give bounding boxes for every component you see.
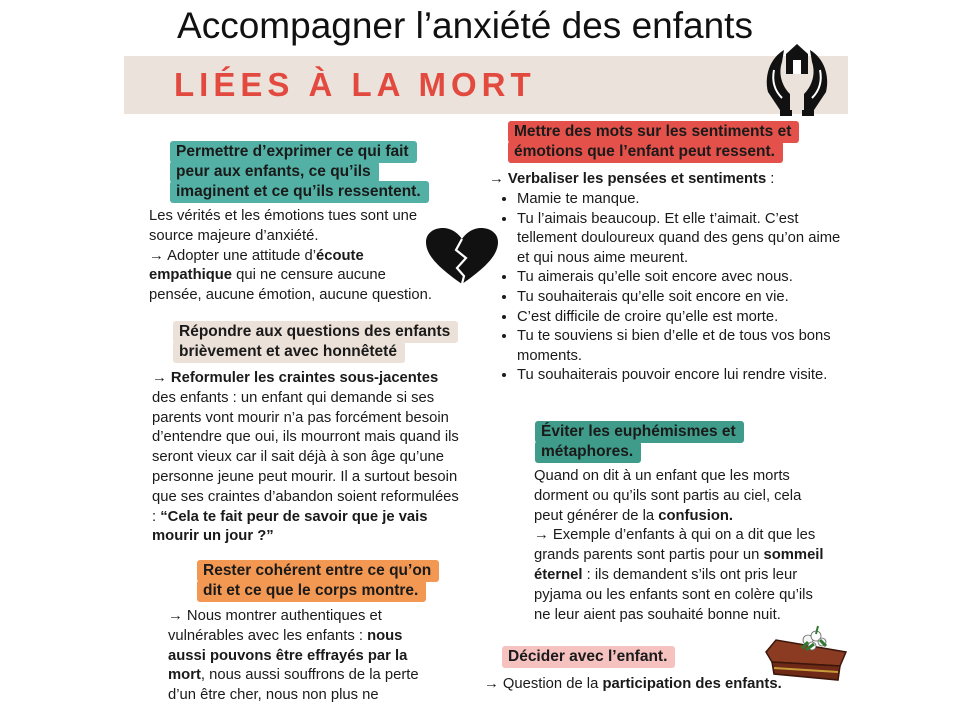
- heading-euphemisms-line1: Éviter les euphémismes et: [535, 421, 744, 443]
- text-line: des enfants : un enfant qui demande si ses: [152, 389, 435, 406]
- text-line: seront vieux car il sait déjà à son âge qu’une: [152, 449, 445, 466]
- text-bold: empathique: [149, 267, 233, 284]
- text-line: pensée, aucune émotion, aucune question.: [149, 287, 432, 304]
- text-line: dorment ou qu’ils sont partis au ciel, cela: [534, 487, 802, 504]
- list-item: • Tu souhaiterais qu’elle soit encore en vie.: [517, 288, 851, 308]
- protective-hands-icon: [760, 40, 834, 116]
- broken-heart-icon: [426, 228, 498, 286]
- text-bold: sommeil: [763, 547, 824, 564]
- heading-answer-questions-line1: Répondre aux questions des enfants: [173, 321, 458, 343]
- text-bold: aussi pouvons être effrayés par la: [168, 647, 408, 664]
- text-span: grands parents sont partis pour un: [534, 547, 764, 564]
- list-item: • Tu souhaiterais pouvoir encore lui rendre visite.: [517, 366, 851, 386]
- heading-express-fears-line1: Permettre d’exprimer ce qui fait: [170, 141, 417, 163]
- text-span: → Question de la: [484, 676, 603, 692]
- paragraph-decide: [484, 675, 824, 695]
- text-span: → Adopter une attitude d’: [149, 247, 316, 264]
- list-item: • Mamie te manque.: [517, 190, 851, 210]
- text-bold: nous: [367, 627, 403, 644]
- text-bold: éternel: [534, 566, 583, 583]
- paragraph-answer-questions: [152, 369, 482, 547]
- text-line: d’entendre que oui, ils mourront mais quand ils: [152, 429, 459, 446]
- heading-name-feelings-line1: Mettre des mots sur les sentiments et: [508, 121, 799, 143]
- feelings-list: [493, 190, 851, 386]
- text-span: , nous aussi souffrons de la perte: [200, 667, 419, 684]
- section-answer-questions: [173, 322, 483, 362]
- heading-name-feelings-line2: émotions que l’enfant peut ressent.: [508, 141, 783, 163]
- heading-express-fears-line2: peur aux enfants, ce qu’ils: [170, 161, 379, 183]
- heading-decide: Décider avec l’enfant.: [502, 646, 675, 668]
- text-bold: Reformuler les craintes sous-jacentes: [170, 370, 439, 386]
- text-span: peut générer de la: [534, 507, 659, 524]
- section-express-fears: [170, 142, 470, 202]
- text-bold: participation des enfants.: [602, 676, 782, 692]
- section-coherence: [197, 561, 477, 601]
- text-line: → Nous montrer authentiques et: [168, 608, 382, 624]
- section-name-feelings: [508, 122, 828, 162]
- text-bold: mort: [168, 667, 201, 684]
- text-span: →: [489, 171, 508, 187]
- text-line: parents vont mourir n’a pas forcément besoin: [152, 409, 449, 426]
- paragraph-euphemisms: [534, 467, 854, 625]
- paragraph-coherence: [168, 607, 468, 706]
- text-bold: mourir un jour ?”: [152, 528, 274, 545]
- heading-answer-questions-line2: brièvement et avec honnêteté: [173, 341, 405, 363]
- text-span: vulnérables avec les enfants :: [168, 627, 368, 644]
- list-item: • Tu te souviens si bien d’elle et de tous vos bons moments.: [517, 327, 851, 366]
- page-subtitle: LIÉES À LA MORT: [174, 66, 536, 103]
- text-span: : ils demandent s’ils ont pris leur: [582, 566, 798, 583]
- section-euphemisms: [535, 422, 795, 462]
- text-span: qui ne censure aucune: [232, 267, 386, 284]
- text-span: →: [152, 370, 171, 386]
- text-bold: “Cela te fait peur de savoir que je vais: [160, 508, 428, 525]
- text-bold: écoute: [316, 247, 364, 264]
- text-line: ne leur aient pas souhaité bonne nuit.: [534, 606, 781, 623]
- text-line: → Exemple d’enfants à qui on a dit que les: [534, 527, 816, 544]
- text-line: personne jeune peut mourir. Il a surtout besoin: [152, 468, 458, 485]
- list-item: • C’est difficile de croire qu’elle est morte.: [517, 308, 851, 328]
- text-bold: confusion.: [658, 507, 734, 524]
- intro-name-feelings: [489, 170, 829, 190]
- text-line: source majeure d’anxiété.: [149, 227, 319, 244]
- heading-euphemisms-line2: métaphores.: [535, 441, 641, 463]
- section-decide: [502, 647, 762, 667]
- text-line: d’un être cher, nous non plus ne: [168, 687, 379, 704]
- text-line: pyjama ou les enfants sont en colère qu’ils: [534, 586, 813, 603]
- list-item: • Tu aimerais qu’elle soit encore avec nous.: [517, 268, 851, 288]
- heading-express-fears-line3: imaginent et ce qu’ils ressentent.: [170, 181, 429, 203]
- paragraph-express-fears: [149, 207, 459, 306]
- text-line: que ses craintes d’abandon soient reformulées: [152, 488, 459, 505]
- heading-coherence-line2: dit et ce que le corps montre.: [197, 580, 426, 602]
- text-span: :: [766, 171, 775, 187]
- list-item: • Tu l’aimais beaucoup. Et elle t’aimait. C’est tellement douloureux quand des gens qu’on aime et qui nous aime meurent.: [517, 210, 851, 269]
- text-line: Quand on dit à un enfant que les morts: [534, 468, 790, 484]
- text-span: :: [152, 508, 161, 525]
- heading-coherence-line1: Rester cohérent entre ce qu’on: [197, 560, 439, 582]
- text-line: Les vérités et les émotions tues sont une: [149, 208, 418, 224]
- text-bold: Verbaliser les pensées et sentiments: [507, 171, 767, 187]
- page-title: Accompagner l’anxiété des enfants: [177, 5, 753, 46]
